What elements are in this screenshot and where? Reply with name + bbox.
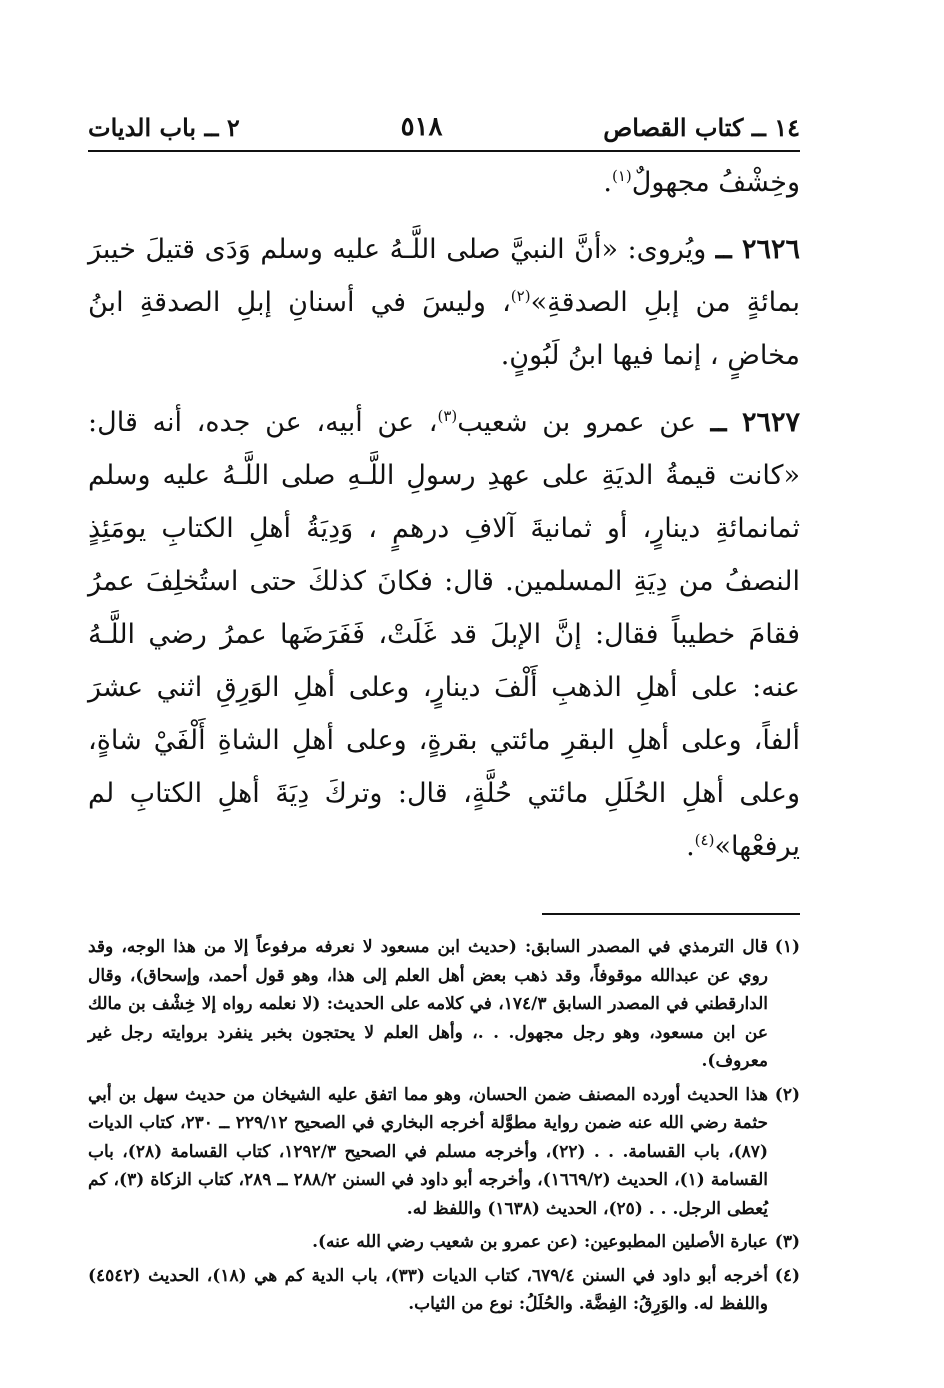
section-title: ٢ ــ باب الديات bbox=[88, 113, 240, 142]
footnote-number: (٣) bbox=[774, 1232, 800, 1252]
footnote-separator bbox=[542, 913, 800, 915]
chapter-title: ١٤ ــ كتاب القصاص bbox=[603, 113, 800, 142]
footnote-text: قال الترمذي في المصدر السابق: (حديث ابن مسعود لا نعرفه مرفوعاً إلا من هذا الوجه، وقد روي عن عبدالله موقوفاً، وقد ذهب بعض أهل العلم إلى هذا، وهو قول أحمد، وإسحاق)، وقال الدارقطني في المصدر السابق ١٧٤/٣، في كلامه على الحديث: (لا نعلمه رواه إلا خِشْف بن مالك عن ابن مسعود، وهو رجل مجهول. . .، وأهل العلم لا يحتجون بخبر ينفرد بروايته رجل غير معروف). bbox=[88, 937, 768, 1071]
footnote-ref-3: (٣) bbox=[437, 407, 458, 425]
hadith-2626 bbox=[88, 223, 800, 382]
hadith-number: ٢٦٢٧ ــ bbox=[710, 407, 800, 438]
footnote-text: هذا الحديث أورده المصنف ضمن الحسان، وهو مما اتفق عليه الشيخان من حديث سهل بن أبي حثمة رضي الله عنه ضمن رواية مطوَّلة أخرجه البخاري في الصحيح ٢٢٩/١٢ ــ ٢٣٠، كتاب الديات (٨٧)، باب القسامة. . . (٢٢)، وأخرجه مسلم في الصحيح ١٢٩٢/٣، كتاب القسامة (٢٨)، باب القسامة (١)، الحديث (١٦٦٩/٢)، وأخرجه أبو داود في السنن ٢٨٨/٢ ــ ٢٨٩، كتاب الزكاة (٣)، كم يُعطى الرجل. . . (٢٥)، الحديث (١٦٣٨) واللفظ له. bbox=[88, 1084, 768, 1219]
footnote-ref-2: (٢) bbox=[510, 287, 531, 305]
hadith-2627 bbox=[88, 396, 800, 873]
continuation-text: وخِشْفُ مجهولٌ bbox=[631, 167, 800, 198]
footnote bbox=[88, 933, 800, 1076]
footnote bbox=[88, 1262, 800, 1319]
footnote bbox=[88, 1081, 800, 1224]
hadith-text-end: . bbox=[686, 831, 695, 862]
running-header bbox=[88, 112, 800, 152]
footnote-ref-1: (١) bbox=[611, 167, 632, 185]
page-number: ٥١٨ bbox=[400, 112, 443, 142]
footnote-text: أخرجه أبو داود في السنن ٦٧٩/٤، كتاب الديات (٣٣)، باب الدية كم هي (١٨)، الحديث (٤٥٤٢) واللفظ له. والوَرِقُ: الفِضَّة. والحُلَلُ: نوع من الثياب. bbox=[88, 1265, 768, 1314]
footnote-ref-4: (٤) bbox=[694, 831, 715, 849]
continuation-line bbox=[88, 156, 800, 209]
hadith-number: ٢٦٢٦ ــ bbox=[715, 234, 800, 265]
continuation-end: . bbox=[603, 167, 612, 198]
footnote bbox=[88, 1228, 800, 1257]
footnote-text: عبارة الأصلين المطبوعين: (عن عمرو بن شعيب رضي الله عنه). bbox=[312, 1232, 768, 1252]
hadith-text-cont: ، عن أبيه، عن جده، أنه قال: «كانت قيمةُ الديَةِ على عهدِ رسولِ اللَّـهِ صلى اللَّـهُ عليه وسلم ثمانمائةِ دينارٍ، أو ثمانيةَ آلافِ درهمٍ ، وَدِيَةُ أهلِ الكتابِ يومَئِذٍ النصفُ من دِيَةِ المسلمين. قال: فكانَ كذلكَ حتى استُخلِفَ عمرُ فقامَ خطيباً فقال: إنَّ الإبلَ قد غَلَتْ، فَفَرَضَها عمرُ رضي اللَّـهُ عنه: على أهلِ الذهبِ أَلْفَ دينارٍ، وعلى أهلِ الوَرِقِ اثني عشرَ ألفاً، وعلى أهلِ البقرِ مائتي بقرةٍ، وعلى أهلِ الشاةِ أَلْفَيْ شاةٍ، وعلى أهلِ الحُلَلِ مائتي حُلَّةٍ، قال: وتركَ دِيَةَ أهلِ الكتابِ لم يرفعْها» bbox=[88, 407, 800, 862]
hadith-text: عن عمرو بن شعيب bbox=[457, 407, 696, 438]
hadith-text-cont: ، وليسَ في أسنانِ إبلِ الصدقةِ ابنُ مخاضٍ ، إنما فيها ابنُ لَبُونٍ. bbox=[88, 287, 800, 371]
hadith-text: ويُروى: «أنَّ النبيَّ صلى اللَّـهُ عليه وسلم وَدَى قتيلَ خيبرَ بمائةٍ من إبلِ الصدقةِ» bbox=[88, 234, 800, 318]
footnote-number: (١) bbox=[774, 937, 800, 957]
book-page bbox=[88, 112, 800, 1324]
footnotes bbox=[88, 933, 800, 1319]
main-text bbox=[88, 156, 800, 873]
footnote-number: (٢) bbox=[774, 1084, 800, 1105]
footnote-number: (٤) bbox=[774, 1265, 800, 1286]
